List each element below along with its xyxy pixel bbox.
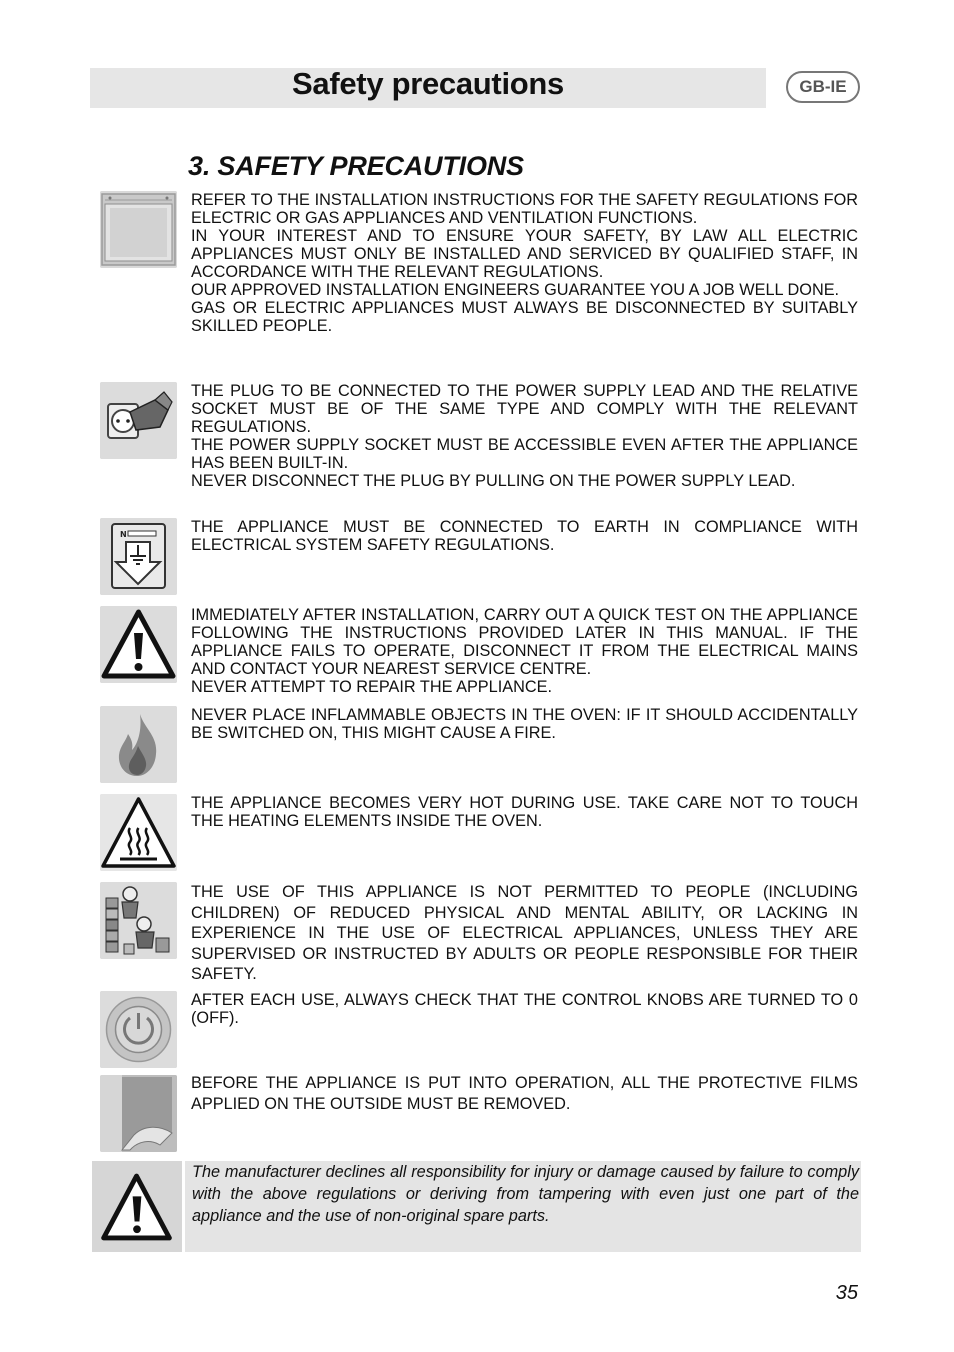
warning-triangle-icon (100, 606, 177, 683)
paragraph: GAS OR ELECTRIC APPLIANCES MUST ALWAYS BE DISCONNECTED BY SUITABLY SKILLED PEOPLE. (191, 299, 858, 335)
paragraph: NEVER ATTEMPT TO REPAIR THE APPLIANCE. (191, 678, 552, 696)
paragraph: AFTER EACH USE, ALWAYS CHECK THAT THE CONTROL KNOBS ARE TURNED TO 0 (OFF). (191, 991, 858, 1027)
safety-item-text (191, 794, 858, 830)
paragraph: THE USE OF THIS APPLIANCE IS NOT PERMITTED TO PEOPLE (INCLUDING CHILDREN) OF REDUCED PHYSICAL AND MENTAL ABILITY, OR LACKING IN EXPERIENCE IN THE USE OF ELECTRICAL APPLIANCES, UNLESS THEY ARE SUPERVISED OR INSTRUCTED BY ADULTS OR PEOPLE RESPONSIBLE FOR THEIR SAFETY. (191, 883, 858, 983)
oven-icon (100, 191, 177, 268)
warning-triangle-icon (92, 1161, 185, 1252)
safety-item-text (191, 191, 858, 335)
section-title: 3. SAFETY PRECAUTIONS (188, 151, 524, 181)
paragraph: THE PLUG TO BE CONNECTED TO THE POWER SUPPLY LEAD AND THE RELATIVE SOCKET MUST BE OF THE SAME TYPE AND COMPLY WITH THE RELEVANT REGULATIONS. (191, 382, 858, 436)
icon-label: N (120, 530, 127, 539)
safety-item-text (191, 1073, 858, 1114)
plug-socket-icon (100, 382, 177, 459)
disclaimer-text: The manufacturer declines all responsibility for injury or damage caused by failure to comply with the above regulations or deriving from tampering with even just one part of the appliance and the use of non-original spare parts. (192, 1163, 859, 1225)
safety-item-text (191, 518, 858, 554)
paragraph: NEVER DISCONNECT THE PLUG BY PULLING ON THE POWER SUPPLY LEAD. (191, 472, 796, 490)
children-icon (100, 882, 177, 959)
paragraph: BEFORE THE APPLIANCE IS PUT INTO OPERATION, ALL THE PROTECTIVE FILMS APPLIED ON THE OUTSIDE MUST BE REMOVED. (191, 1074, 858, 1113)
paragraph: OUR APPROVED INSTALLATION ENGINEERS GUARANTEE YOU A JOB WELL DONE. (191, 281, 840, 299)
control-knob-icon (100, 991, 177, 1068)
safety-item-text (191, 882, 858, 985)
paragraph: NEVER PLACE INFLAMMABLE OBJECTS IN THE OVEN: IF IT SHOULD ACCIDENTALLY BE SWITCHED ON, THIS MIGHT CAUSE A FIRE. (191, 706, 858, 742)
safety-item-text (191, 606, 858, 696)
flame-icon (100, 706, 177, 783)
header-bar (90, 68, 766, 108)
paragraph: IN YOUR INTEREST AND TO ENSURE YOUR SAFETY, BY LAW ALL ELECTRIC APPLIANCES MUST ONLY BE INSTALLED AND SERVICED BY QUALIFIED STAFF, IN ACCORDANCE WITH THE RELEVANT REGULATIONS. (191, 227, 858, 281)
language-badge: GB-IE (786, 71, 860, 103)
safety-item-text (191, 382, 858, 490)
safety-item-text (191, 991, 858, 1027)
hot-surface-icon (100, 794, 177, 871)
paragraph: THE APPLIANCE BECOMES VERY HOT DURING USE. TAKE CARE NOT TO TOUCH THE HEATING ELEMENTS INSIDE THE OVEN. (191, 794, 858, 830)
disclaimer-notice (92, 1161, 861, 1252)
paragraph: THE POWER SUPPLY SOCKET MUST BE ACCESSIBLE EVEN AFTER THE APPLIANCE HAS BEEN BUILT-IN. (191, 436, 858, 472)
safety-item-text (191, 706, 858, 742)
protective-film-icon (100, 1075, 177, 1152)
earth-ground-icon (100, 518, 177, 595)
paragraph: REFER TO THE INSTALLATION INSTRUCTIONS FOR THE SAFETY REGULATIONS FOR ELECTRIC OR GAS APPLIANCES AND VENTILATION FUNCTIONS. (191, 191, 858, 227)
paragraph: IMMEDIATELY AFTER INSTALLATION, CARRY OUT A QUICK TEST ON THE APPLIANCE FOLLOWING THE INSTRUCTIONS PROVIDED LATER IN THIS MANUAL. IF THE APPLIANCE FAILS TO OPERATE, DISCONNECT IT FROM THE ELECTRICAL MAINS AND CONTACT YOUR NEAREST SERVICE CENTRE. (191, 606, 858, 678)
paragraph: THE APPLIANCE MUST BE CONNECTED TO EARTH IN COMPLIANCE WITH ELECTRICAL SYSTEM SAFETY REGULATIONS. (191, 518, 858, 554)
page-number: 35 (835, 1282, 858, 1304)
page-title: Safety precautions (292, 66, 564, 101)
